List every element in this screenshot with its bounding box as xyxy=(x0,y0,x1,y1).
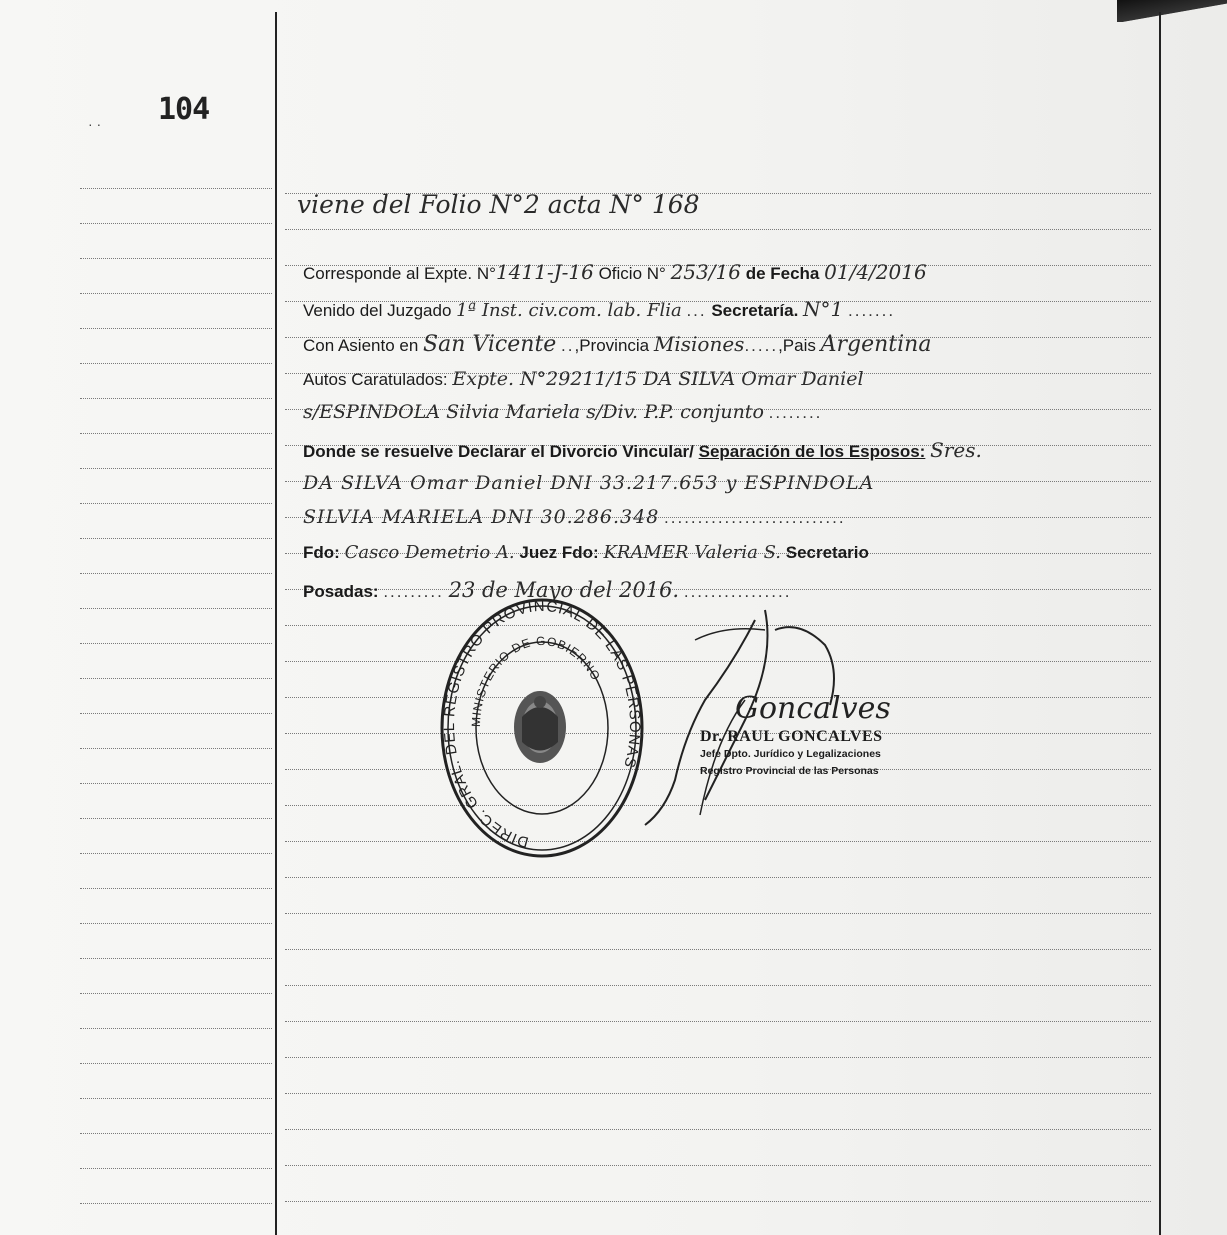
right-margin-line xyxy=(1159,12,1161,1235)
row-fdo xyxy=(303,542,869,563)
left-rule-line xyxy=(80,1203,272,1204)
secretaria-value: N°1 xyxy=(803,297,844,321)
autos-label: Autos Caratulados: xyxy=(303,370,448,389)
official-seal xyxy=(440,597,645,859)
signatory-title-2: Registro Provincial de las Personas xyxy=(700,765,879,777)
fdo-juez-value: Casco Demetrio A. xyxy=(344,542,515,563)
left-rule-line xyxy=(80,258,272,259)
left-rule-line xyxy=(80,678,272,679)
main-rule-line xyxy=(285,1057,1151,1058)
main-rule-line xyxy=(285,949,1151,950)
page-corner-shadow xyxy=(1117,0,1227,22)
posadas-label: Posadas: xyxy=(303,582,379,601)
secretaria-label: Secretaría. xyxy=(711,301,799,320)
seal-outer-text: DIREC. GRAL. DEL REGISTRO PROVINCIAL DE LAS PERSONAS xyxy=(441,597,644,851)
fdo-sec-value: KRAMER Valeria S. xyxy=(603,542,781,563)
row-asiento: Con Asiento en San Vicente ..,Provincia Misiones.....,Pais Argentina xyxy=(303,332,932,357)
main-rule-line xyxy=(285,1201,1151,1202)
row-esposos-2: SILVIA MARIELA DNI 30.286.348 ........................... xyxy=(303,506,846,528)
left-rule-line xyxy=(80,223,272,224)
expte-label: Corresponde al Expte. N° xyxy=(303,264,496,283)
row-juzgado: Venido del Juzgado 1ª Inst. civ.com. lab. Flia ... Secretaría. N°1 ....... xyxy=(303,297,896,321)
row-autos xyxy=(303,368,864,390)
left-rule-line xyxy=(80,923,272,924)
left-rule-line xyxy=(80,468,272,469)
main-rule-line xyxy=(285,1093,1151,1094)
row-posadas: Posadas: ......... 23 de Mayo del 2016. ................ xyxy=(303,578,792,602)
left-rule-line xyxy=(80,818,272,819)
fdo-label: Fdo: xyxy=(303,543,340,562)
main-rule-line xyxy=(285,985,1151,986)
main-rule-line xyxy=(285,913,1151,914)
signatory-title-1: Jefe Dpto. Jurídico y Legalizaciones xyxy=(700,748,881,760)
pais-label: ,Pais xyxy=(778,336,816,355)
row-resuelve xyxy=(303,438,982,462)
asiento-value: San Vicente xyxy=(423,332,557,357)
left-rule-line xyxy=(80,538,272,539)
resuelve-label-1: Donde se resuelve Declarar el Divorcio Vincular/ xyxy=(303,442,694,461)
main-rule-line xyxy=(285,1021,1151,1022)
pais-value: Argentina xyxy=(820,332,932,357)
folio-number: 104 xyxy=(158,92,210,127)
left-rule-line xyxy=(80,853,272,854)
left-rule-line xyxy=(80,608,272,609)
left-rule-line xyxy=(80,643,272,644)
provincia-label: ,Provincia xyxy=(574,336,650,355)
asiento-label: Con Asiento en xyxy=(303,336,419,355)
oficio-label: Oficio N° xyxy=(598,264,666,283)
resuelve-value-1: Sres. xyxy=(930,438,982,462)
resuelve-label-2: Separación de los Esposos: xyxy=(698,442,926,461)
left-rule-line xyxy=(80,958,272,959)
juez-label: Juez Fdo: xyxy=(519,543,599,562)
fecha-label: de Fecha xyxy=(745,264,820,283)
autos-value-1: Expte. N°29211/15 DA SILVA Omar Daniel xyxy=(452,368,864,390)
coat-of-arms-icon xyxy=(514,691,566,763)
left-rule-line xyxy=(80,713,272,714)
autos-value-2: s/ESPINDOLA Silvia Mariela s/Div. P.P. conjunto xyxy=(303,401,764,423)
row-expte xyxy=(303,260,927,284)
signature-scrawl xyxy=(625,600,925,830)
left-rule-line xyxy=(80,328,272,329)
left-margin-line xyxy=(275,12,277,1235)
row-esposos-1 xyxy=(303,472,874,494)
posadas-value: 23 de Mayo del 2016. xyxy=(448,578,680,602)
esposos-line-1: DA SILVA Omar Daniel DNI 33.217.653 y ESPINDOLA xyxy=(303,472,875,494)
main-rule-line xyxy=(285,229,1151,230)
main-rule-line xyxy=(285,877,1151,878)
left-rule-line xyxy=(80,1168,272,1169)
row-autos-cont: s/ESPINDOLA Silvia Mariela s/Div. P.P. conjunto ........ xyxy=(303,401,823,423)
left-rule-line xyxy=(80,188,272,189)
signature-text: Goncalves xyxy=(735,691,891,726)
left-rule-line xyxy=(80,783,272,784)
seal-inner-text: MINISTERIO DE GOBIERNO xyxy=(468,633,604,728)
signatory-name: Dr. RAUL GONCALVES xyxy=(700,728,883,745)
left-rule-line xyxy=(80,363,272,364)
main-rule-line xyxy=(285,1165,1151,1166)
left-rule-line xyxy=(80,888,272,889)
left-rule-line xyxy=(80,748,272,749)
left-rule-line xyxy=(80,1133,272,1134)
main-rule-line xyxy=(285,1129,1151,1130)
left-rule-line xyxy=(80,293,272,294)
left-rule-line xyxy=(80,993,272,994)
left-rule-line xyxy=(80,1028,272,1029)
left-rule-line xyxy=(80,573,272,574)
oficio-value: 253/16 xyxy=(670,260,741,284)
left-rule-line xyxy=(80,1098,272,1099)
margin-specks: · · xyxy=(88,116,102,132)
fecha-value: 01/4/2016 xyxy=(824,260,927,284)
juzgado-value: 1ª Inst. civ.com. lab. Flia xyxy=(456,300,682,321)
provincia-value: Misiones xyxy=(653,332,745,356)
left-rule-line xyxy=(80,1063,272,1064)
juzgado-label: Venido del Juzgado xyxy=(303,301,452,320)
header-note: viene del Folio N°2 acta N° 168 xyxy=(297,190,700,219)
signature-block xyxy=(700,728,883,780)
esposos-line-2: SILVIA MARIELA DNI 30.286.348 xyxy=(303,506,660,528)
left-rule-line xyxy=(80,398,272,399)
expte-value: 1411-J-16 xyxy=(495,260,594,284)
secretario-label: Secretario xyxy=(785,543,869,562)
left-rule-line xyxy=(80,503,272,504)
main-rule-line xyxy=(285,841,1151,842)
left-rule-line xyxy=(80,433,272,434)
